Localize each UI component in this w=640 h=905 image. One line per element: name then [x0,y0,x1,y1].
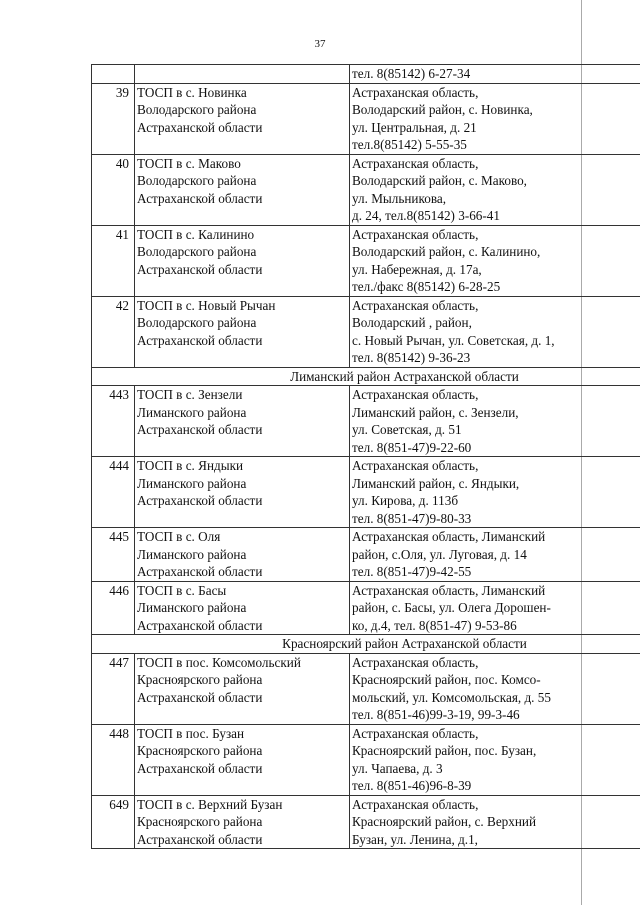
table-row [92,225,640,296]
address-cell [350,154,640,225]
office-name-line: Володарского района [137,102,257,117]
row-number: 446 [92,581,135,635]
office-name-line: Астраханской области [137,831,263,847]
office-name-cell [135,296,350,367]
office-name-cell [135,457,350,528]
address-cell [350,528,640,582]
address-cell [350,724,640,795]
address-line: ко, д.4, тел. 8(851-47) 9-53-86 [352,617,517,633]
row-number: 649 [92,795,135,849]
office-name-line: Володарского района [137,244,257,259]
address-cell [350,386,640,457]
section-heading: Красноярский район Астраханской области [92,635,640,654]
address-cell [350,65,640,84]
section-row [92,367,640,386]
address-line: Астраханская область, Лиманский [352,529,546,544]
address-cell [350,795,640,849]
address-line: Володарский , район, [352,315,472,330]
office-name-cell [135,724,350,795]
section-heading: Лиманский район Астраханской области [92,367,640,386]
table-row [92,83,640,154]
office-name-line: Астраханской области [137,332,263,348]
address-line: Красноярский район, пос. Комсо- [352,672,541,687]
address-line: тел. 8(85142) 9-36-23 [352,350,471,365]
table-row [92,296,640,367]
office-name-line: Астраханской области [137,760,263,776]
address-line: д. 24, тел.8(85142) 3-66-41 [352,208,500,223]
office-name-line: Володарского района [137,315,257,330]
office-name-cell [135,795,350,849]
table-row [92,154,640,225]
office-name-line: Красноярского района [137,814,263,829]
address-line: тел./факс 8(85142) 6-28-25 [352,279,501,294]
office-name-line: Астраханской области [137,119,263,135]
row-number: 39 [92,83,135,154]
office-name-line: Астраханской области [137,261,263,277]
table-row [92,653,640,724]
row-number: 40 [92,154,135,225]
address-line: Володарский район, с. Калинино, [352,244,541,259]
office-name-line: ТОСП в пос. Комсомольский [137,654,301,670]
office-name-line: Лиманского района [137,600,247,615]
office-name-cell [135,581,350,635]
address-line: Красноярский район, пос. Бузан, [352,743,537,758]
office-name-line: ТОСП в с. Басы [137,582,227,598]
office-name-line: ТОСП в с. Новый Рычан [137,297,276,313]
office-name-line: Лиманского района [137,546,247,562]
office-name-line: Володарского района [137,173,257,188]
address-line: тел. 8(851-47)9-22-60 [352,439,472,455]
row-number: 448 [92,724,135,795]
address-line: ул. Чапаева, д. 3 [352,760,443,776]
address-line: Астраханская область, [352,84,479,100]
address-line: мольский, ул. Комсомольская, д. 55 [352,689,551,705]
office-name-line: ТОСП в с. Новинка [137,84,247,100]
row-number: 42 [92,296,135,367]
office-name-cell [135,154,350,225]
table-row [92,724,640,795]
address-cell [350,581,640,635]
page-number: 37 [314,38,326,50]
address-line: Астраханская область, [352,226,479,242]
address-line: Володарский район, с. Маково, [352,173,527,188]
address-line: район, с.Оля, ул. Луговая, д. 14 [352,546,527,562]
office-name-line: ТОСП в с. Зензели [137,387,243,402]
row-number: 445 [92,528,135,582]
address-line: Володарский район, с. Новинка, [352,102,533,117]
address-cell [350,653,640,724]
table-row [92,795,640,849]
office-name-line: Астраханской области [137,564,263,579]
table-row [92,528,640,582]
office-name-line: ТОСП в с. Верхний Бузан [137,796,283,812]
office-name-line: Астраханской области [137,190,263,206]
office-name-line: ТОСП в пос. Бузан [137,725,245,741]
address-line: тел.8(85142) 5-55-35 [352,137,467,152]
address-line: тел. 8(851-46)99-3-19, 99-3-46 [352,707,520,722]
office-name-cell [135,83,350,154]
address-line: Астраханская область, Лиманский [352,582,546,598]
office-name-line: Астраханской области [137,689,263,705]
office-name-cell [135,386,350,457]
address-line: Лиманский район, с. Зензели, [352,404,519,420]
offices-table [91,64,640,849]
address-line: тел. 8(851-47)9-80-33 [352,510,472,526]
address-line: Астраханская область, [352,155,479,171]
office-name-line: Красноярского района [137,743,263,758]
office-name-line: ТОСП в с. Маково [137,155,241,171]
address-line: тел. 8(851-47)9-42-55 [352,564,472,579]
office-name-line: Астраханской области [137,617,263,633]
table-row [92,386,640,457]
address-line: Астраханская область, [352,725,479,741]
row-number: 447 [92,653,135,724]
address-line: ул. Мыльникова, [352,190,447,206]
address-cell [350,83,640,154]
address-line: тел. 8(851-46)96-8-39 [352,778,472,793]
address-line: Астраханская область, [352,796,479,812]
number-cell [92,65,135,84]
office-name-line: ТОСП в с. Калинино [137,226,255,242]
address-line: ул. Центральная, д. 21 [352,119,477,135]
name-cell [135,65,350,84]
address-line: ул. Кирова, д. 113б [352,493,459,508]
address-cell [350,296,640,367]
office-name-cell [135,225,350,296]
address-line: тел. 8(85142) 6-27-34 [352,66,471,81]
office-name-line: Астраханской области [137,493,263,508]
address-line: с. Новый Рычан, ул. Советская, д. 1, [352,332,555,348]
address-line: Бузан, ул. Ленина, д.1, [352,831,478,847]
row-number: 443 [92,386,135,457]
address-line: ул. Набережная, д. 17а, [352,261,482,277]
office-name-line: ТОСП в с. Яндыки [137,458,244,473]
address-line: Астраханская область, [352,654,479,670]
office-name-cell [135,528,350,582]
office-name-cell [135,653,350,724]
address-line: Красноярский район, с. Верхний [352,814,537,829]
office-name-line: Красноярского района [137,672,263,687]
table-row [92,457,640,528]
section-row [92,635,640,654]
office-name-line: Лиманского района [137,404,247,420]
address-line: район, с. Басы, ул. Олега Дорошен- [352,600,551,615]
address-cell [350,225,640,296]
table-body [92,65,640,849]
table-row [92,581,640,635]
address-line: Лиманский район, с. Яндыки, [352,475,520,491]
address-line: Астраханская область, [352,297,479,313]
office-name-line: Астраханской области [137,422,263,437]
address-cell [350,457,640,528]
table-row-continuation [92,65,640,84]
office-name-line: ТОСП в с. Оля [137,529,221,544]
address-line: ул. Советская, д. 51 [352,422,462,437]
address-line: Астраханская область, [352,387,479,402]
row-number: 444 [92,457,135,528]
address-line: Астраханская область, [352,458,479,473]
office-name-line: Лиманского района [137,475,247,491]
row-number: 41 [92,225,135,296]
